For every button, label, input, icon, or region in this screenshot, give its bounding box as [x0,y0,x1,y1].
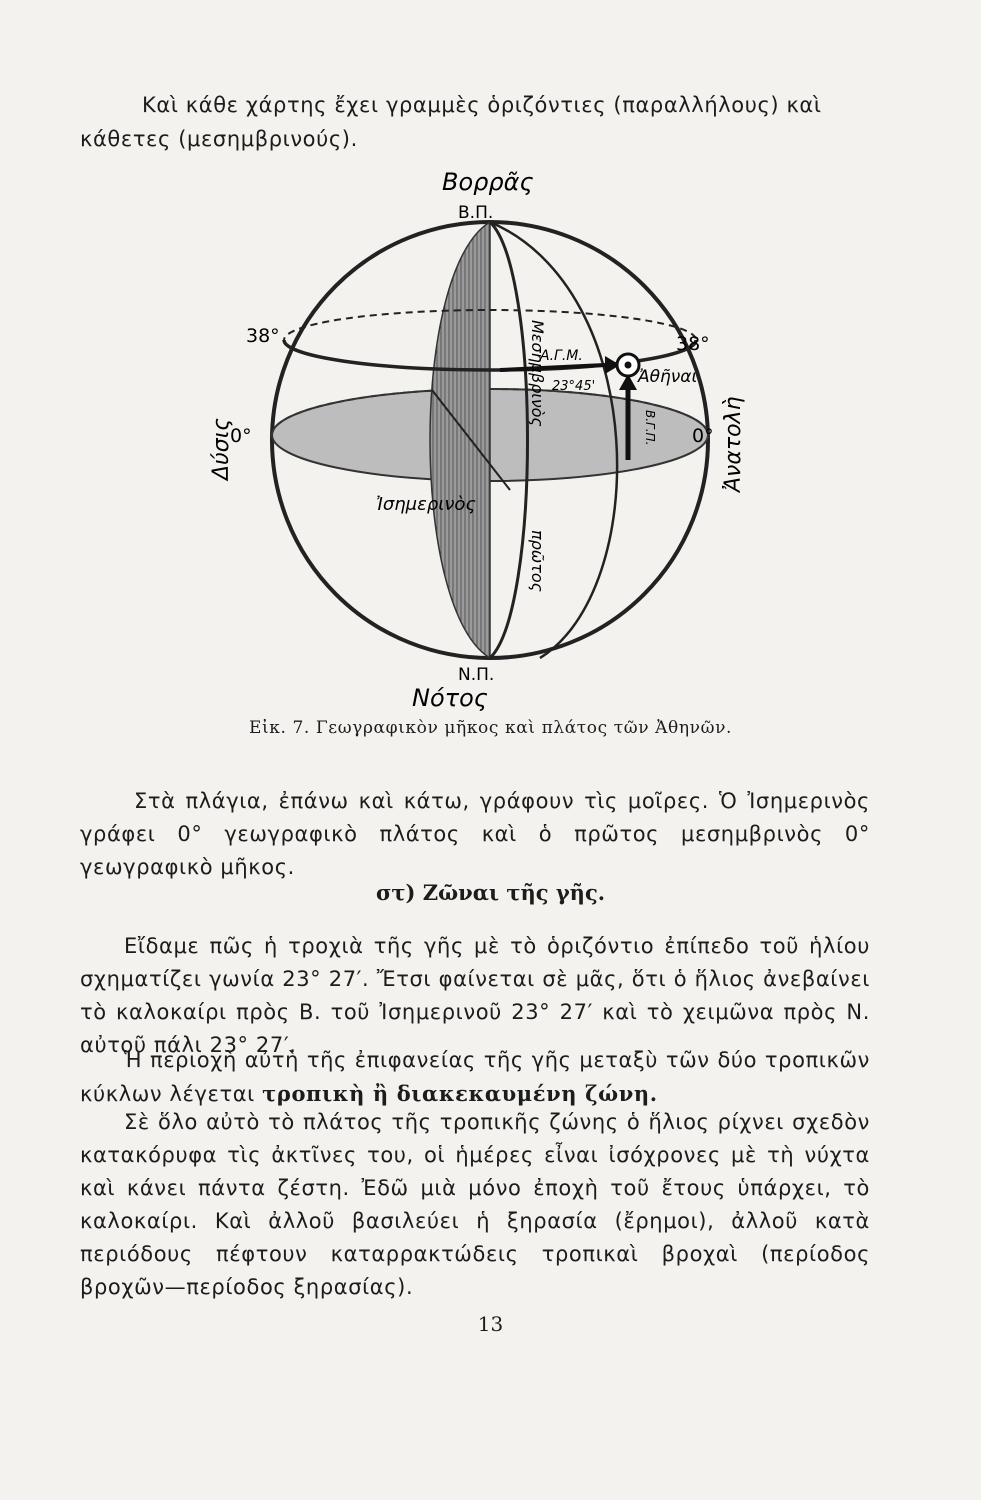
athens-label: Ἀθῆναι [638,367,698,387]
lat-38-right: 38° [676,333,710,355]
tropical-zone-text: Ἡ περιοχὴ αὐτὴ τῆς ἐπιφανείας τῆς γῆς μεταξὺ τῶν δύο τροπικῶν κύκλων λέγεται [80,1048,870,1106]
longitude-arrow [500,365,605,370]
lat-0-left: 0° [230,425,252,447]
globe-diagram [180,160,800,720]
prime-label: πρῶτος [528,530,547,592]
meridian-plane [430,222,490,658]
paragraph-tropical-zone [80,1044,870,1111]
page-number: 13 [477,1312,504,1336]
globe-figure [180,160,800,720]
north-pole-label: Β.Π. [458,203,494,223]
paragraph-degrees: Στὰ πλάγια, ἐπάνω καὶ κάτω, γράφουν τὶς μοῖρες. Ὁ Ἰσημερινὸς γράφει 0° γεωγραφικὸ πλάτος καὶ ὁ πρῶτος μεσημβρινὸς 0° γεωγραφικὸ μῆκος. [80,789,870,879]
latitude-label: Β.Γ.Π. [643,410,657,446]
section-heading: στ) Ζῶναι τῆς γῆς. [375,880,606,905]
meridian-label: Μεσημβρινὸς [528,320,547,427]
longitude-label: Α.Γ.Μ. [540,348,583,364]
equator-label: Ἰσημερινὸς [376,494,476,515]
intro-paragraph: Καὶ κάθε χάρτης ἔχει γραμμὲς ὁριζόντιες (παραλλήλους) καὶ κάθετες (μεσημβρινούς). [80,93,822,151]
south-label: Νότος [412,684,488,712]
south-pole-label: Ν.Π. [458,665,495,685]
paragraph-climate: Σὲ ὅλο αὐτὸ τὸ πλάτος τῆς τροπικῆς ζώνης ὁ ἥλιος ρίχνει σχεδὸν κατακόρυφα τὶς ἀκτῖνες του, οἱ ἡμέρες εἶναι ἰσόχρονες μὲ τὴ νύχτα καὶ κάνει πάντα ζέστη. Ἐδῶ μιὰ μόνο ἐποχὴ τοῦ ἔτους ὑπάρχει, τὸ καλοκαίρι. Καὶ ἀλλοῦ βασιλεύει ἡ ξηρασία (ἔρημοι), ἀλλοῦ κατὰ περιόδους πέφτουν καταρρακτώδεις τροπικαὶ βροχαὶ (περίοδος βροχῶν—περίοδος ξηρασίας). [80,1110,870,1299]
lat-38-left: 38° [246,325,280,347]
west-label: Δύσις [209,417,234,480]
lat-0-right: 0° [692,425,714,447]
north-label: Βορρᾶς [442,168,534,196]
figure-caption: Εἰκ. 7. Γεωγραφικὸν μῆκος καὶ πλάτος τῶν Ἀθηνῶν. [248,718,733,738]
east-label: Ἀνατολὴ [721,396,746,492]
longitude-value: 23°45' [552,379,596,394]
paragraph-orbit: Εἴδαμε πῶς ἡ τροχιὰ τῆς γῆς μὲ τὸ ὁριζόντιο ἐπίπεδο τοῦ ἡλίου σχηματίζει γωνία 23° 27′. Ἔτσι φαίνεται σὲ μᾶς, ὅτι ὁ ἥλιος ἀνεβαίνει τὸ καλοκαίρι πρὸς Β. τοῦ Ἰσημερινοῦ 23° 27′ καὶ τὸ χειμῶνα πρὸς Ν. αὐτοῦ πάλι 23° 27′. [80,934,870,1057]
tropical-zone-term: τροπικὴ ἢ διακεκαυμένη ζώνη. [262,1081,658,1106]
